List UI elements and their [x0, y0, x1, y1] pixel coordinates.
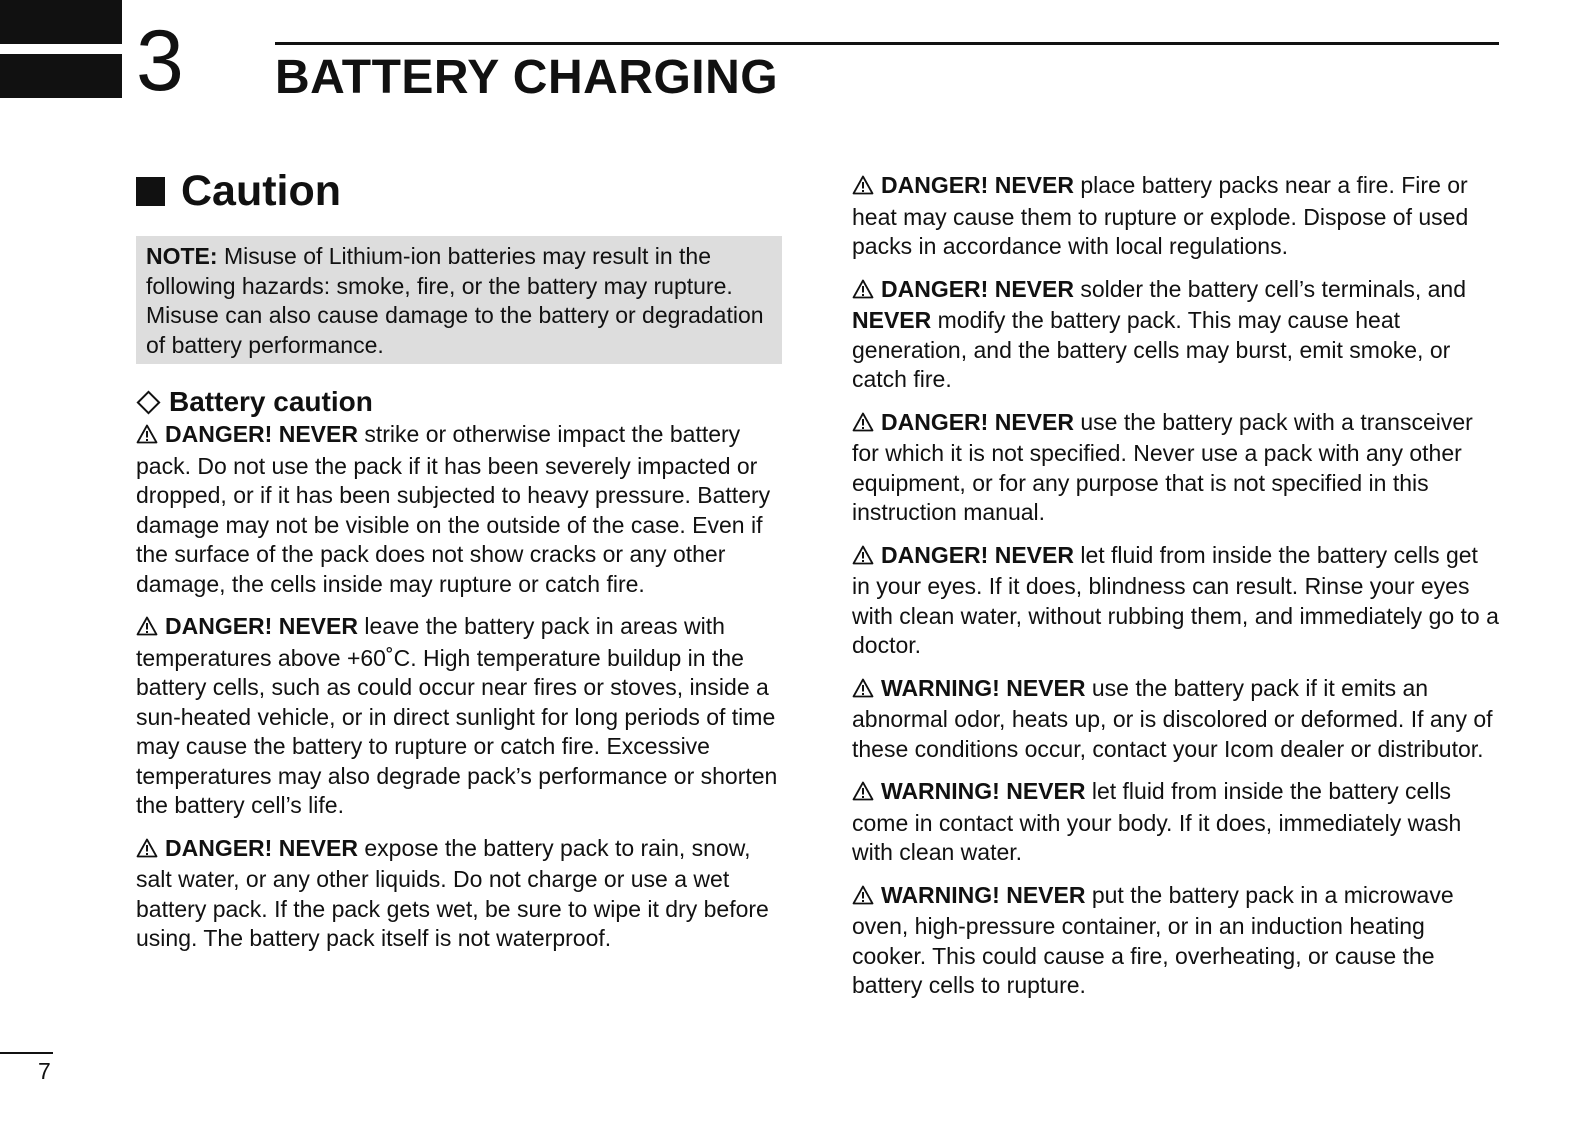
- caution-text: leave the battery pack in areas with temperatures above +60˚C. High temperature buildup in the battery cells, such as could occur near fires or stoves, inside a sun-heated vehicle, or in direct sunlight for long periods of time may cause the battery to rupture or catch fire. Excessive temperatures may also degrade pack’s performance or shorten the battery cell’s life.: [136, 613, 778, 818]
- warning-triangle-icon: [852, 277, 874, 307]
- caution-lead: DANGER! NEVER: [881, 172, 1074, 198]
- caution-text: use the battery pack if it emits an abnormal odor, heats up, or is discolored or deformed. If any of these conditions occur, contact your Icom dealer or distributor.: [852, 674, 1493, 762]
- caution-lead: WARNING! NEVER: [881, 674, 1086, 701]
- caution-lead: DANGER! NEVER: [881, 408, 1074, 435]
- caution-item: [852, 541, 1502, 661]
- note-box: [136, 236, 782, 364]
- caution-lead: DANGER! NEVER: [881, 541, 1074, 568]
- caution-text: put the battery pack in a microwave oven, high-pressure container, or in an induction heating cooker. This could cause a fire, overheating, or cause the battery cells to rupture.: [852, 881, 1454, 998]
- section-title: Caution: [181, 167, 342, 215]
- warning-triangle-icon: [852, 676, 874, 706]
- caution-lead-secondary: NEVER: [852, 307, 932, 333]
- caution-lead: WARNING! NEVER: [881, 778, 1086, 804]
- caution-text: place battery packs near a fire. Fire or heat may cause them to rupture or explode. Dispose of used packs in accordance with local regulations.: [852, 172, 1469, 259]
- note-label: NOTE:: [146, 243, 218, 269]
- warning-triangle-icon: [852, 173, 874, 203]
- square-bullet-icon: [136, 177, 165, 206]
- page-number: 7: [38, 1058, 51, 1084]
- caution-lead: DANGER! NEVER: [165, 613, 358, 639]
- warning-triangle-icon: [136, 836, 158, 866]
- subsection-heading: [136, 386, 782, 418]
- caution-text: let fluid from inside the battery cells get in your eyes. If it does, blindness can result. Rinse your eyes with clean water, without rubbing them, and immediately go to a doctor.: [852, 541, 1499, 658]
- chapter-number: 3: [136, 13, 184, 109]
- caution-text: solder the battery cell’s terminals, and: [1080, 275, 1467, 302]
- diamond-bullet-icon: [136, 390, 160, 414]
- caution-item: [852, 777, 1502, 868]
- right-column: [852, 171, 1502, 1014]
- warning-triangle-icon: [852, 543, 874, 573]
- chapter-title: BATTERY CHARGING: [275, 51, 779, 104]
- caution-lead: DANGER! NEVER: [881, 275, 1074, 302]
- caution-item: [852, 408, 1502, 528]
- caution-text: use the battery pack with a transceiver for which it is not specified. Never use a pack with any other equipment, or for any purpose that is not specified in this instruction manual.: [852, 408, 1473, 525]
- warning-triangle-icon: [852, 779, 874, 809]
- warning-triangle-icon: [136, 614, 158, 644]
- caution-text: strike or otherwise impact the battery pack. Do not use the pack if it has been severely impacted or dropped, or if it has been subjected to heavy pressure. Battery damage may not be visible on the outside of the case. Even if the surface of the pack does not show cracks or any other damage, the cells inside may rupture or catch fire.: [136, 421, 771, 597]
- chapter-tab-bar-top: [0, 0, 122, 44]
- caution-item: [136, 420, 782, 599]
- caution-text: let fluid from inside the battery cells come in contact with your body. If it does, immediately wash with clean water.: [852, 778, 1462, 865]
- caution-item: [852, 171, 1502, 262]
- warning-triangle-icon: [852, 410, 874, 440]
- left-column: [136, 166, 782, 967]
- warning-triangle-icon: [852, 883, 874, 913]
- caution-item: [852, 881, 1502, 1001]
- chapter-tab-bar-bottom: [0, 54, 122, 98]
- caution-text: expose the battery pack to rain, snow, salt water, or any other liquids. Do not charge or use a wet battery pack. If the pack gets wet, be sure to wipe it dry before using. The battery pack itself is not waterproof.: [136, 834, 769, 951]
- caution-lead: DANGER! NEVER: [165, 834, 358, 861]
- warning-triangle-icon: [136, 422, 158, 452]
- caution-text-secondary: modify the battery pack. This may cause heat generation, and the battery cells may burst, emit smoke, or catch fire.: [852, 307, 1451, 392]
- page-number-rule: [0, 1052, 53, 1054]
- caution-item: [852, 674, 1502, 765]
- caution-item: [852, 275, 1502, 395]
- caution-item: [136, 612, 782, 821]
- caution-lead: WARNING! NEVER: [881, 881, 1086, 908]
- subsection-title: Battery caution: [169, 386, 373, 417]
- caution-lead: DANGER! NEVER: [165, 421, 358, 447]
- title-rule: [275, 42, 1499, 45]
- section-heading: [136, 166, 782, 216]
- caution-item: [136, 834, 782, 954]
- note-text: Misuse of Lithium-ion batteries may result in the following hazards: smoke, fire, or the battery may rupture. Misuse can also cause damage to the battery or degradation of battery performance.: [146, 243, 764, 358]
